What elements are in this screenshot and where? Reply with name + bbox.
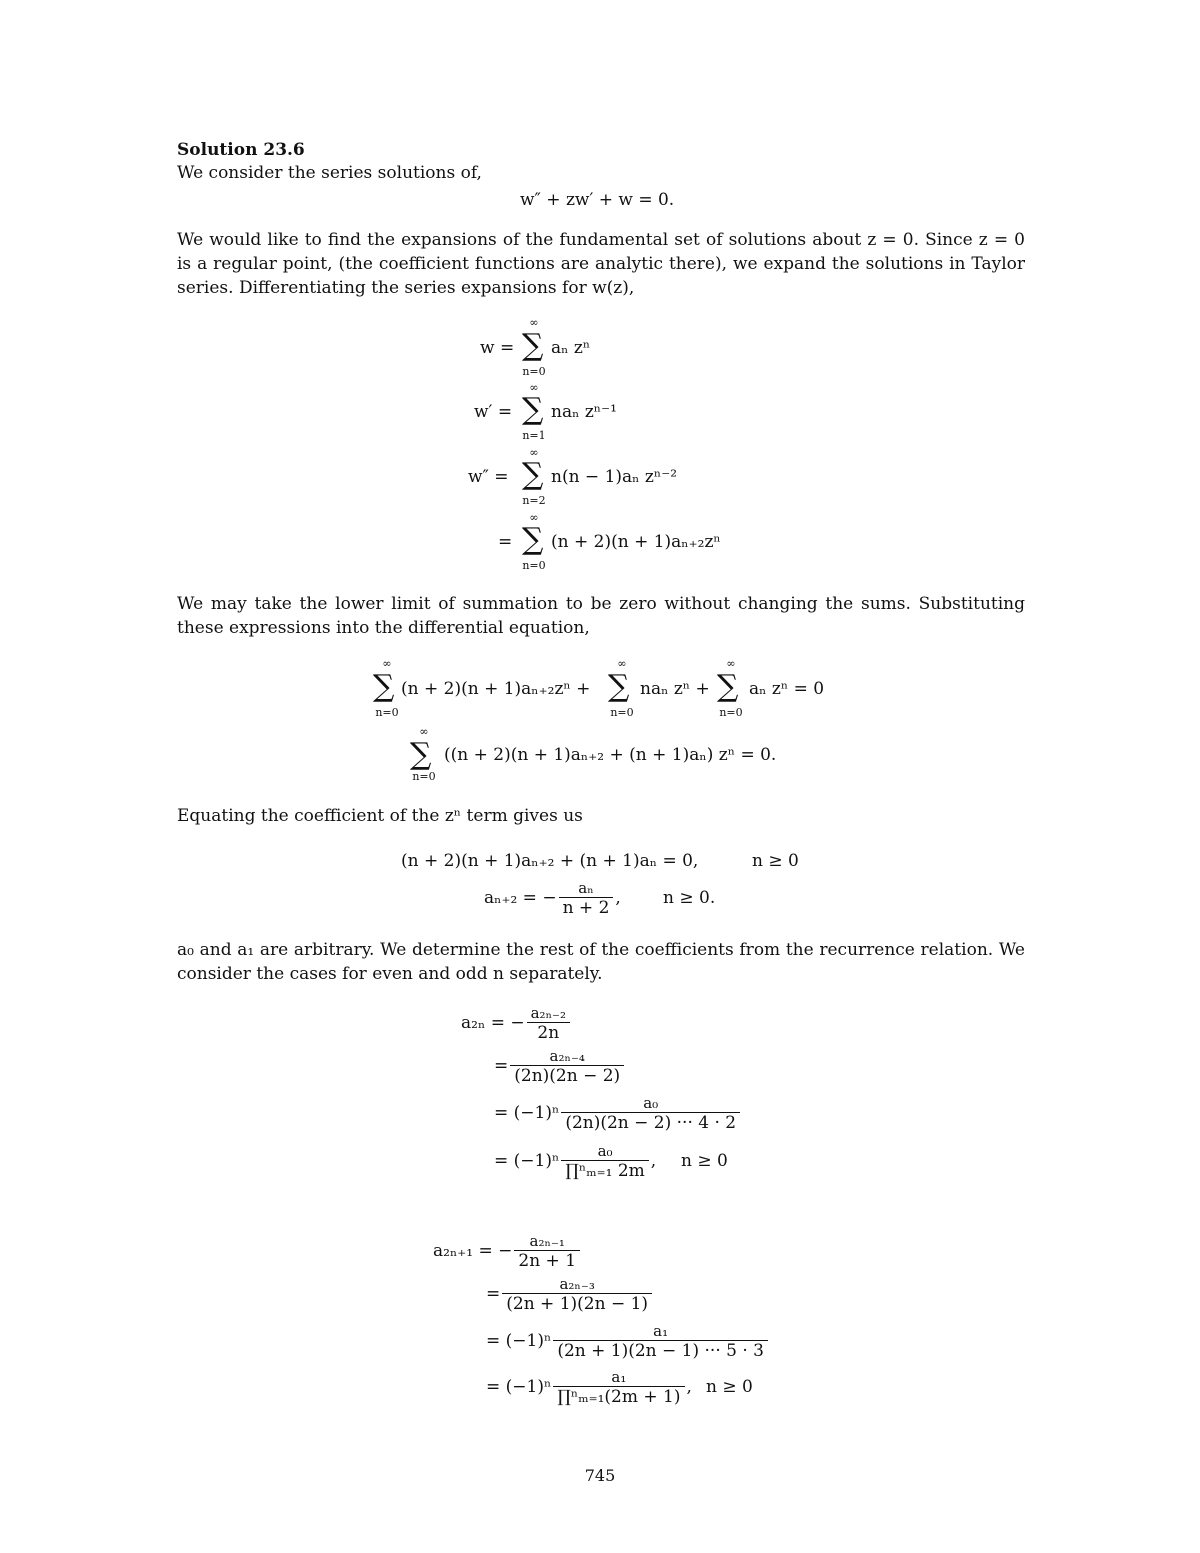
series-rhs-2: naₙ zⁿ⁻¹ [551,402,617,422]
sum-lower-4: n=0 [522,559,546,572]
sum-lower: n=0 [375,706,399,719]
equals: = [494,1056,509,1076]
intro-text: We consider the series solutions of, [177,163,482,183]
term-2: naₙ zⁿ + [640,679,710,699]
recurrence-cond-1: n ≥ 0 [752,851,799,871]
numerator: a₂ₙ₋₄ [549,1047,585,1065]
sigma-symbol: ∑ [522,328,544,363]
comma: , [615,888,621,908]
series-rhs-3: n(n − 1)aₙ zⁿ⁻² [551,467,678,487]
fraction [553,1322,768,1361]
numerator: a₂ₙ₋₁ [529,1232,565,1250]
sum-lower: n=0 [719,706,743,719]
recurrence-cond-2: n ≥ 0. [663,888,716,908]
recurrence-fraction [559,879,614,918]
denominator: (2n + 1)(2n − 1) [502,1293,652,1314]
series-lhs-4: = [498,532,513,552]
sum-upper: ∞ [382,657,392,670]
numerator: a₁ [611,1368,627,1386]
recurrence-lhs: aₙ₊₂ = − [484,888,557,908]
even-lhs: a₂ₙ = − [461,1013,525,1033]
denominator: n + 2 [559,897,614,918]
even-line-1 [461,1002,572,1044]
fraction [502,1275,652,1314]
even-line-2 [494,1045,626,1087]
denominator: ∏ⁿₘ₌₁ 2m [561,1160,648,1181]
ode-equation: w″ + zw′ + w = 0. [520,190,675,210]
sign-factor: = (−1)ⁿ [486,1377,552,1397]
numerator: a₂ₙ₋₂ [530,1004,566,1022]
sign-factor: = (−1)ⁿ [494,1151,560,1171]
sigma-symbol: ∑ [373,669,395,704]
equals: = [486,1284,501,1304]
term-1: (n + 2)(n + 1)aₙ₊₂zⁿ + [401,679,591,699]
numerator: a₂ₙ₋₃ [559,1275,595,1293]
even-line-4 [494,1140,656,1182]
sum-lower-1: n=0 [522,365,546,378]
odd-line-4 [486,1366,692,1408]
sum-upper-1: ∞ [529,316,539,329]
paragraph-4: a₀ and a₁ are arbitrary. We determine the rest of the coefficients from the recurrence relation. We consider the cases for even and odd n separately. [177,940,1025,984]
fraction [553,1368,684,1407]
odd-lhs: a₂ₙ₊₁ = − [433,1241,513,1261]
denominator: (2n)(2n − 2) [510,1065,624,1086]
fraction [561,1142,648,1181]
odd-line-1 [433,1230,582,1272]
recurrence-line-1: (n + 2)(n + 1)aₙ₊₂ + (n + 1)aₙ = 0, [401,851,699,871]
paragraph-3: Equating the coefficient of the zⁿ term gives us [177,806,583,826]
denominator: (2n)(2n − 2) ··· 4 · 2 [561,1112,740,1133]
even-condition: n ≥ 0 [681,1151,728,1171]
denominator: (2n + 1)(2n − 1) ··· 5 · 3 [553,1340,768,1361]
fraction [527,1004,570,1043]
odd-line-3 [486,1320,770,1362]
sigma-symbol: ∑ [410,737,432,772]
sum-upper-3: ∞ [529,446,539,459]
sum-lower-2: n=1 [522,429,546,442]
sum-upper: ∞ [726,657,736,670]
term-3: aₙ zⁿ = 0 [749,679,825,699]
numerator: a₁ [653,1322,669,1340]
even-line-3 [494,1092,742,1134]
combined-sum: ((n + 2)(n + 1)aₙ₊₂ + (n + 1)aₙ) zⁿ = 0. [444,745,777,765]
fraction [514,1232,580,1271]
sum-upper: ∞ [617,657,627,670]
fraction [561,1094,740,1133]
sum-lower-3: n=2 [522,494,546,507]
numerator: a₀ [597,1142,613,1160]
sum-upper-2: ∞ [529,381,539,394]
series-rhs-4: (n + 2)(n + 1)aₙ₊₂zⁿ [551,532,721,552]
sum-upper: ∞ [419,725,429,738]
odd-condition: n ≥ 0 [706,1377,753,1397]
sum-lower: n=0 [412,770,436,783]
series-lhs-1: w = [480,338,515,358]
denominator: 2n + 1 [514,1250,580,1271]
solution-heading: Solution 23.6 [177,140,305,160]
sign-factor: = (−1)ⁿ [486,1331,552,1351]
denominator: 2n [527,1022,570,1043]
recurrence-line-2 [484,877,621,919]
series-lhs-2: w′ = [474,402,513,422]
paragraph-2: We may take the lower limit of summation to be zero without changing the sums. Substituting these expressions into the differential equation, [177,594,1025,638]
sigma-symbol: ∑ [608,669,630,704]
comma: , [650,1151,657,1171]
sum-upper-4: ∞ [529,511,539,524]
sign-factor: = (−1)ⁿ [494,1103,560,1123]
sigma-symbol: ∑ [522,457,544,492]
numerator: a₀ [643,1094,659,1112]
fraction [510,1047,624,1086]
comma: , [686,1377,692,1397]
odd-line-2 [486,1273,654,1315]
sigma-symbol: ∑ [717,669,739,704]
sigma-symbol: ∑ [522,392,544,427]
sum-lower: n=0 [610,706,634,719]
paragraph-1: We would like to find the expansions of the fundamental set of solutions about z = 0. Since z = 0 is a regular point, (the coefficient functions are analytic there), we expand the solutions in Taylor series. Differentiating the series expansions for w(z), [177,230,1025,298]
sigma-symbol: ∑ [522,522,544,557]
page-number: 745 [584,1466,616,1485]
denominator: ∏ⁿₘ₌₁(2m + 1) [553,1386,684,1407]
series-rhs-1: aₙ zⁿ [551,338,591,358]
numerator: aₙ [578,879,594,897]
series-lhs-3: w″ = [468,467,509,487]
